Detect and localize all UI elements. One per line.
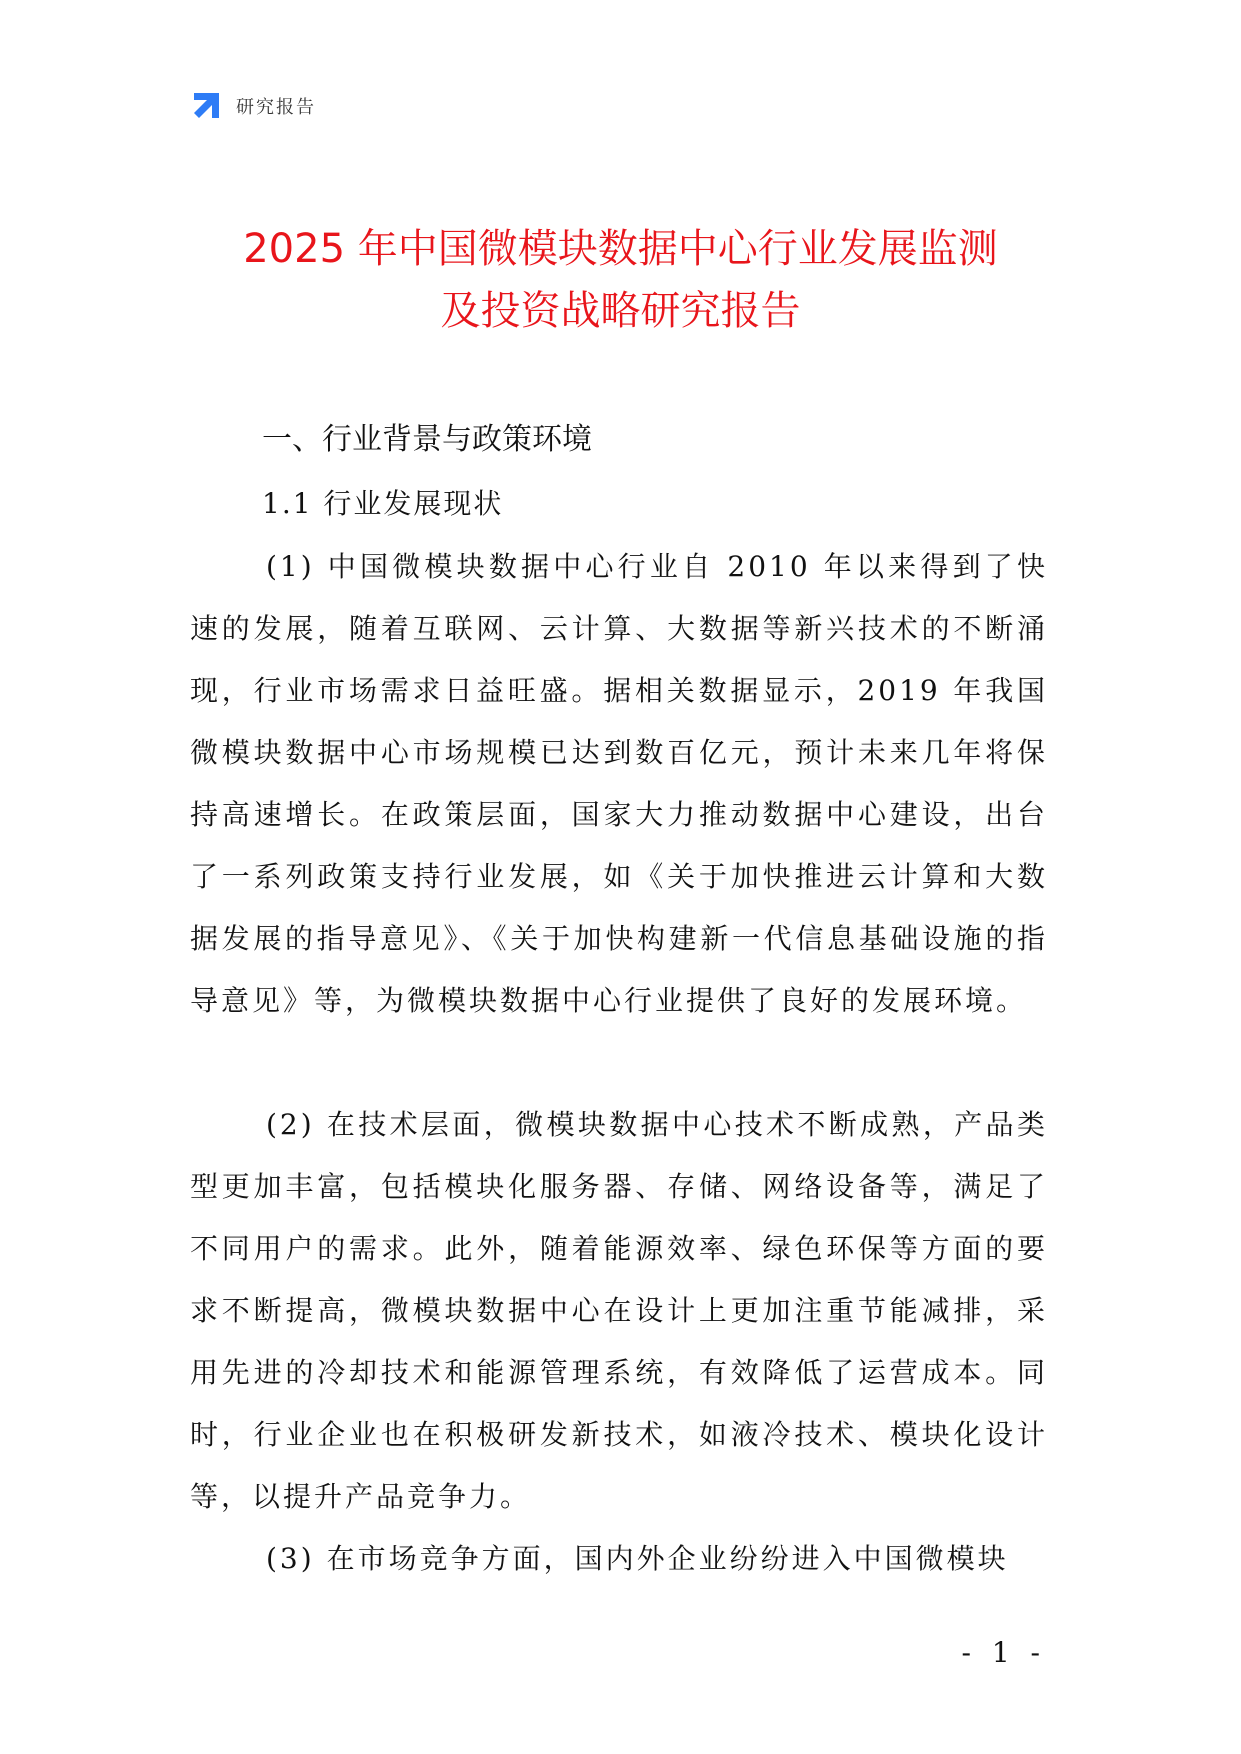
paragraph-2: (2) 在技术层面，微模块数据中心技术不断成熟，产品类型更加丰富，包括模块化服务器、存储、网络设备等，满足了不同用户的需求。此外，随着能源效率、绿色环保等方面的要求不断提高，微模块数据中心在设计上更加注重节能减排，采用先进的冷却技术和能源管理系统，有效降低了运营成本。同时，行业企业也在积极研发新技术，如液冷技术、模块化设计等，以提升产品竞争力。	[190, 1108, 1048, 1513]
report-header	[190, 88, 316, 124]
report-title	[150, 218, 1091, 342]
paragraph-3: (3) 在市场竞争方面，国内外企业纷纷进入中国微模块	[266, 1542, 1009, 1575]
diagonal-arrow-icon	[190, 90, 222, 122]
subsection-heading: 1.1 行业发展现状	[262, 487, 504, 520]
report-title-line-1: 2025 年中国微模块数据中心行业发展监测	[243, 226, 998, 272]
report-title-line-2: 及投资战略研究报告	[440, 288, 801, 334]
page-number: - 1 -	[961, 1636, 1046, 1669]
paragraph-1: (1) 中国微模块数据中心行业自 2010 年以来得到了快速的发展，随着互联网、云计算、大数据等新兴技术的不断涌现，行业市场需求日益旺盛。据相关数据显示，2019 年我国微模块数据中心市场规模已达到数百亿元，预计未来几年将保持高速增长。在政策层面，国家大力推动数据中心建设，出台了一系列政策支持行业发展，如《关于加快推进云计算和大数据发展的指导意见》、《关于加快构建新一代信息基础设施的指导意见》等，为微模块数据中心行业提供了良好的发展环境。	[190, 550, 1048, 1017]
section-heading: 一、行业背景与政策环境	[262, 422, 592, 457]
header-label: 研究报告	[236, 97, 316, 118]
